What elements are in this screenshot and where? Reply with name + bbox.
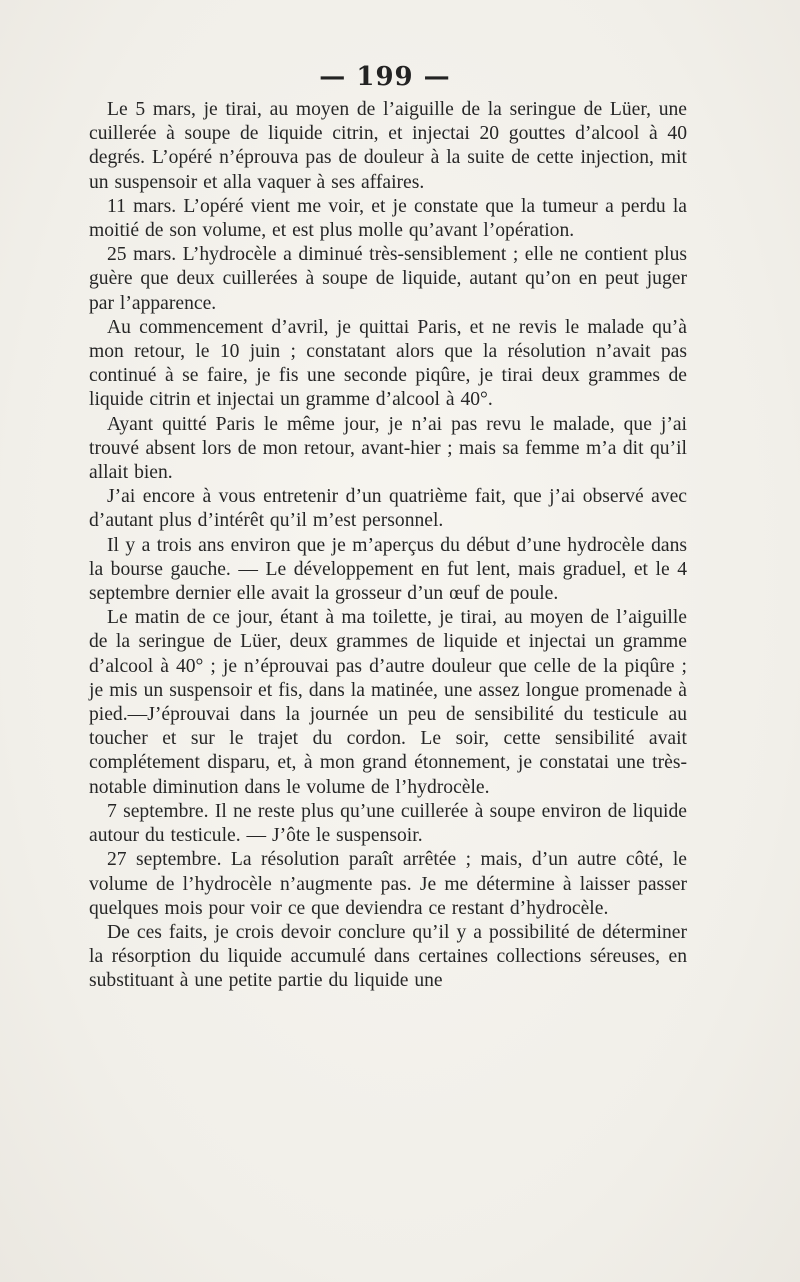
paragraph: Au commencement d’avril, je quittai Paris, et ne revis le malade qu’à mon retour, le 10 juin ; constatant alors que la résolution n’avait pas continué à se faire, je fis une seconde piqûre, je tirai deux grammes de liquide citrin et injectai un gramme d’alcool à 40°.	[89, 316, 687, 411]
paragraph: De ces faits, je crois devoir conclure qu’il y a possibilité de déterminer la résorption du liquide accumulé dans certaines collections séreuses, en substituant à une petite partie du liquide une	[89, 921, 687, 992]
paragraph: Ayant quitté Paris le même jour, je n’ai pas revu le malade, que j’ai trouvé absent lors de mon retour, avant-hier ; mais sa femme m’a dit qu’il allait bien.	[89, 413, 687, 484]
paragraph: 25 mars. L’hydrocèle a diminué très-sensiblement ; elle ne contient plus guère que deux cuillerées à soupe de liquide, autant qu’on en peut juger par l’apparence.	[89, 244, 687, 314]
paragraph: 7 septembre. Il ne reste plus qu’une cuillerée à soupe environ de liquide autour du testicule. — J’ôte le suspensoir.	[89, 800, 687, 847]
paragraph: Le matin de ce jour, étant à ma toilette, je tirai, au moyen de l’aiguille de la seringue de Lüer, deux grammes de liquide et injectai un gramme d’alcool à 40° ; je n’éprouvai pas d’autre douleur que celle de la piqûre ; je mis un suspensoir et fis, dans la matinée, une assez longue promenade à pied.—J’éprouvai dans la journée un peu de sensibilité du testicule au toucher et sur le trajet du cordon. Le soir, cette sensibilité avait complétement disparu, et, à mon grand étonnement, je constatai une très-notable diminution dans le volume de l’hydrocèle.	[89, 607, 687, 798]
paragraph: Il y a trois ans environ que je m’aperçus du début d’une hydrocèle dans la bourse gauche. — Le développement en fut lent, mais graduel, et le 4 septembre dernier elle avait la grosseur d’un œuf de poule.	[89, 534, 687, 605]
paragraph: 11 mars. L’opéré vient me voir, et je constate que la tumeur a perdu la moitié de son volume, et est plus molle qu’avant l’opération.	[89, 195, 687, 242]
paragraph: Le 5 mars, je tirai, au moyen de l’aiguille de la seringue de Lüer, une cuillerée à soupe de liquide citrin, et injectai 20 gouttes d’alcool à 40 degrés. L’opéré n’éprouva pas de douleur à la suite de cette injection, mit un suspensoir et alla vaquer à ses affaires.	[89, 99, 687, 193]
paragraph: 27 septembre. La résolution paraît arrêtée ; mais, d’un autre côté, le volume de l’hydrocèle n’augmente pas. Je me détermine à laisser passer quelques mois pour voir ce que deviendra ce restant d’hydrocèle.	[89, 849, 687, 919]
body-text	[89, 98, 687, 994]
page-number: — 199 —	[319, 62, 451, 92]
paragraph: J’ai encore à vous entretenir d’un quatrième fait, que j’ai observé avec d’autant plus d’intérêt qu’il m’est personnel.	[89, 486, 687, 532]
